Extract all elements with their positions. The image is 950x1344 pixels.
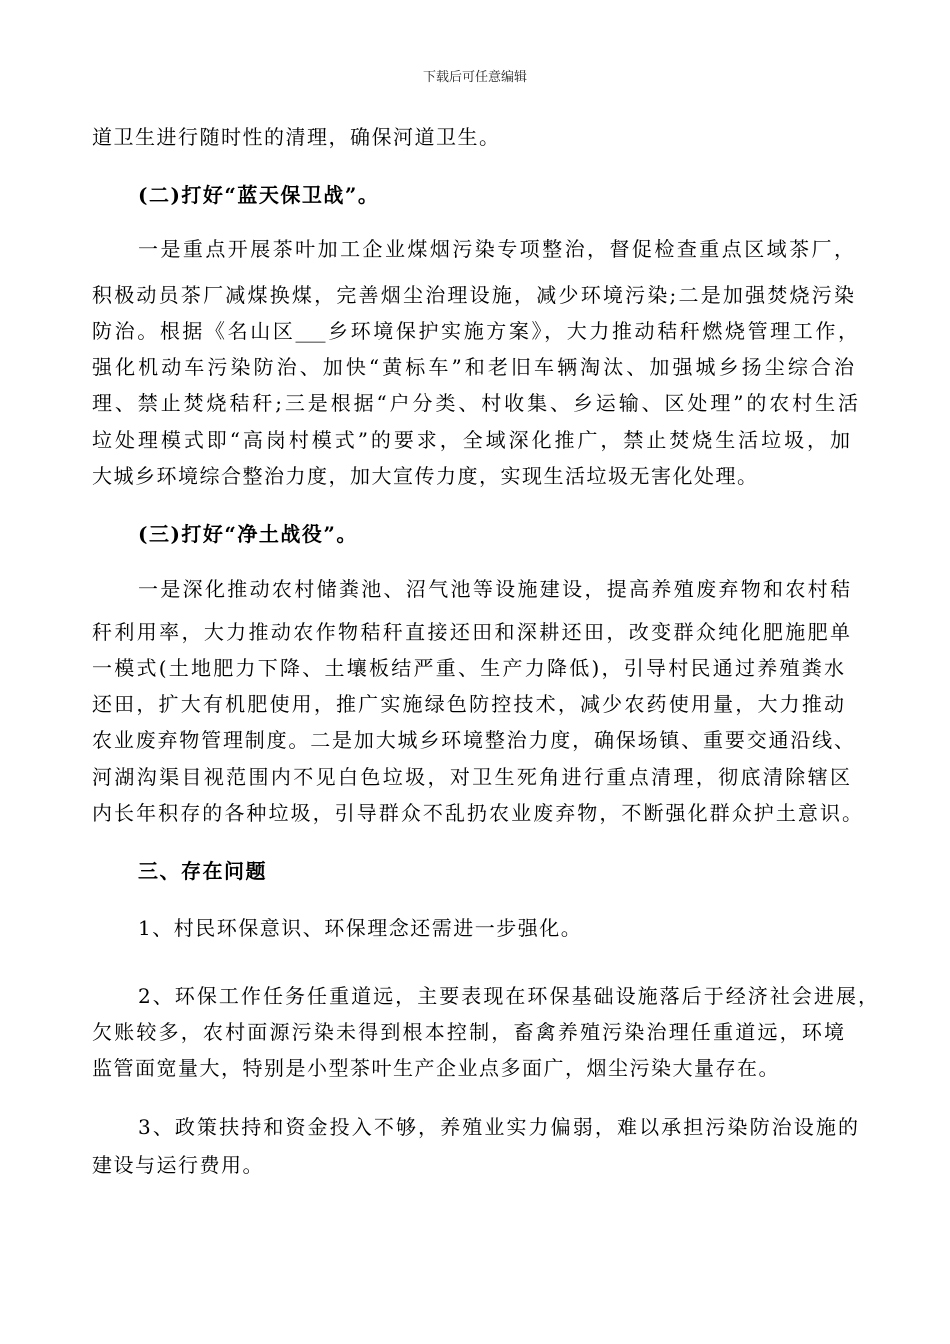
paragraph-line: 还田，扩大有机肥使用，推广实施绿色防控技术，减少农药使用量，大力推动 (92, 692, 844, 716)
paragraph-line: 农业废弃物管理制度。二是加大城乡环境整治力度，确保场镇、重要交通沿线、 (92, 728, 854, 752)
paragraph-line: 一是深化推动农村储粪池、沼气池等设施建设，提高养殖废弃物和农村秸 (138, 577, 850, 601)
paragraph-line: 一模式(土地肥力下降、土壤板结严重、生产力降低)，引导村民通过养殖粪水 (92, 656, 844, 680)
paragraph-line: 强化机动车污染防治、加快“黄标车”和老旧车辆淘汰、加强城乡扬尘综合治 (92, 355, 854, 379)
section-heading-clean-soil: (三)打好“净土战役”。 (138, 522, 358, 546)
paragraph-line: 垃处理模式即“高岗村模式”的要求，全域深化推广，禁止焚烧生活垃圾，加 (92, 428, 850, 452)
paragraph-line: 一是重点开展茶叶加工企业煤烟污染专项整治，督促检查重点区域茶厂， (138, 237, 854, 261)
section-heading-blue-sky: (二)打好“蓝天保卫战”。 (138, 183, 380, 207)
paragraph-line: 道卫生进行随时性的清理，确保河道卫生。 (92, 125, 501, 149)
paragraph-line: 大城乡环境综合整治力度，加大宣传力度，实现生活垃圾无害化处理。 (92, 464, 759, 488)
paragraph-line: 建设与运行费用。 (92, 1153, 264, 1177)
paragraph-line: 积极动员茶厂减煤换煤，完善烟尘治理设施，减少环境污染;二是加强焚烧污染 (92, 283, 854, 307)
paragraph-line: 秆利用率，大力推动农作物秸秆直接还田和深耕还田，改变群众纯化肥施肥单 (92, 620, 850, 644)
paragraph-line: 防治。根据《名山区___乡环境保护实施方案》，大力推动秸秆燃烧管理工作， (92, 319, 858, 343)
section-heading-problems: 三、存在问题 (138, 859, 267, 883)
page-header: 下载后可任意编辑 (422, 70, 527, 85)
paragraph-line: 欠账较多，农村面源污染未得到根本控制，畜禽养殖污染治理任重道远，环境 (92, 1020, 844, 1044)
list-item: 1、村民环保意识、环保理念还需进一步强化。 (138, 916, 583, 940)
list-item: 2、环保工作任务任重道远，主要表现在环保基础设施落后于经济社会进展， (138, 984, 878, 1008)
list-item: 3、政策扶持和资金投入不够，养殖业实力偏弱，难以承担污染防治设施的 (138, 1115, 858, 1139)
paragraph-line: 监管面宽量大，特别是小型茶叶生产企业点多面广，烟尘污染大量存在。 (92, 1056, 780, 1080)
paragraph-line: 理、禁止焚烧秸秆;三是根据“户分类、村收集、乡运输、区处理”的农村生活 (92, 391, 858, 415)
paragraph-line: 内长年积存的各种垃圾，引导群众不乱扔农业废弃物，不断强化群众护土意识。 (92, 801, 862, 825)
paragraph-line: 河湖沟渠目视范围内不见白色垃圾，对卫生死角进行重点清理，彻底清除辖区 (92, 765, 850, 789)
